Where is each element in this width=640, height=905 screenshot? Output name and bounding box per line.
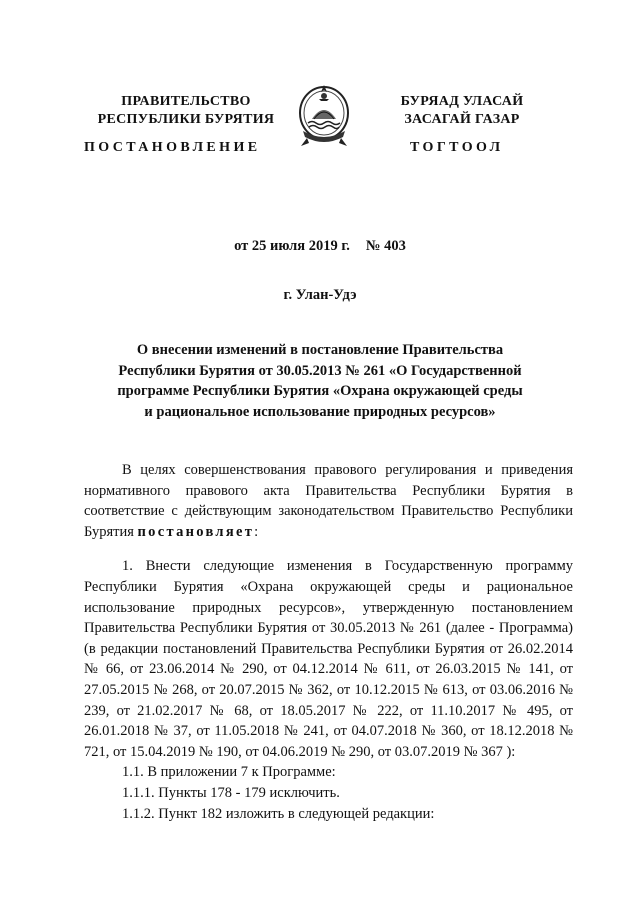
issuer-bua-line2: ЗАСАГАЙ ГАЗАР — [404, 112, 520, 127]
title-line: О внесении изменений в постановление Правительства — [136, 342, 504, 358]
issuer-ru-line2: РЕСПУБЛИКИ БУРЯТИЯ — [97, 112, 275, 127]
issuer-ru-line1: ПРАВИТЕЛЬСТВО — [121, 94, 251, 109]
title-line: программе Республики Бурятия «Охрана окружающей среды — [117, 383, 523, 399]
doc-title — [100, 340, 540, 422]
paragraph-1: 1. Внести следующие изменения в Государственную программу Республики Бурятия «Охрана окружающей среды и рациональное использование природных ресурсов», утвержденную постановлением Правительства Республики Бурятия от 30.05.2013 № 261 (далее - Программа) (в редакции постановлений Правительства Республики Бурятия от 26.02.2014 № 66, от 23.06.2014 № 290, от 04.12.2014 № 611, от 26.03.2015 № 141, от 27.05.2015 № 268, от 20.07.2015 № 362, от 10.12.2015 № 613, от 03.06.2016 № 239, от 21.02.2017 № 68, от 18.05.2017 № 222, от 11.10.2017 № 495, от 26.01.2018 № 37, от 11.05.2018 № 241, от 04.07.2018 № 360, от 18.12.2018 № 721, от 15.04.2019 № 190, от 04.06.2019 № 290, от 03.07.2019 № 367 ): — [84, 558, 573, 760]
doc-number: № 403 — [365, 238, 406, 254]
paragraph-1-1-2: 1.1.2. Пункт 182 изложить в следующей редакции: — [122, 805, 435, 822]
intro-keyword: постановляет — [137, 523, 255, 540]
doc-kind-bua: ТОГТООЛ — [410, 140, 504, 155]
issuer-bua — [382, 93, 542, 129]
paragraph-1-1-1: 1.1.1. Пункты 178 - 179 исключить. — [122, 784, 340, 801]
doc-body — [84, 460, 573, 824]
intro-end: : — [254, 523, 259, 540]
doc-date: от 25 июля 2019 г. — [234, 238, 350, 254]
intro-text: В целях совершенствования правового регулирования и приведения нормативного правового акта Правительства Республики Бурятия в соответствие с действующим законодательством Правительство Республики Бурятия — [84, 462, 573, 540]
issuer-ru — [86, 93, 286, 129]
coat-of-arms-icon — [297, 83, 351, 151]
issuer-bua-line1: БУРЯАД УЛАСАЙ — [400, 94, 524, 109]
title-line: и рациональное использование природных ресурсов» — [144, 403, 496, 420]
date-number-line — [0, 238, 640, 255]
paragraph-1-1: 1.1. В приложении 7 к Программе: — [122, 764, 336, 781]
title-line: Республики Бурятия от 30.05.2013 № 261 «О Государственной — [118, 362, 522, 379]
doc-kind-ru: ПОСТАНОВЛЕНИЕ — [84, 140, 261, 155]
doc-city: г. Улан-Удэ — [283, 287, 357, 303]
intro-paragraph — [84, 460, 573, 542]
